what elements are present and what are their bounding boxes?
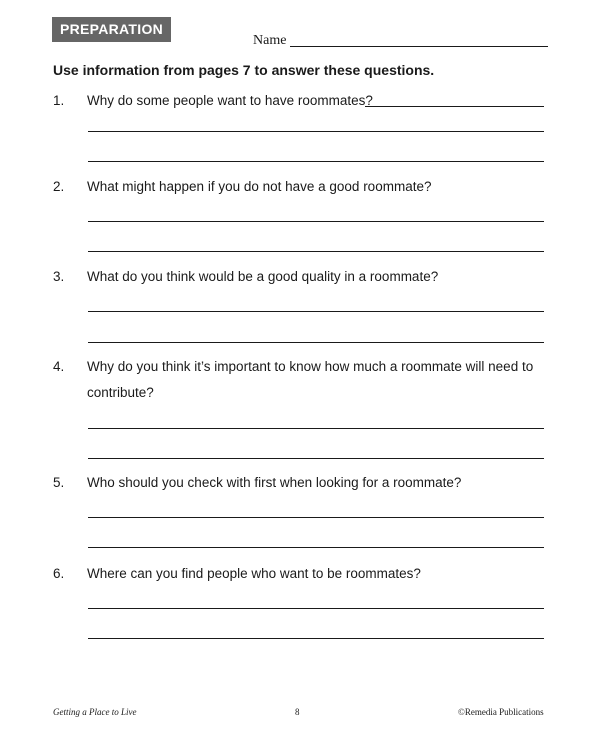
answer-line[interactable] (88, 428, 544, 429)
answer-line[interactable] (88, 638, 544, 639)
answer-line[interactable] (88, 517, 544, 518)
answer-line[interactable] (88, 458, 544, 459)
question-number: 2. (53, 179, 65, 194)
question-number: 5. (53, 475, 65, 490)
question-number: 3. (53, 269, 65, 284)
answer-line[interactable] (88, 342, 544, 343)
question-number: 1. (53, 93, 65, 108)
question-number: 4. (53, 359, 65, 374)
section-badge: PREPARATION (52, 17, 171, 42)
answer-line[interactable] (88, 161, 544, 162)
question-5-text: Who should you check with first when looking for a roommate? (87, 475, 462, 490)
question-3-text: What do you think would be a good quality in a roommate? (87, 269, 439, 284)
question-6-text: Where can you find people who want to be roommates? (87, 566, 421, 581)
question-2-text: What might happen if you do not have a good roommate? (87, 179, 432, 194)
footer-publisher: ©Remedia Publications (458, 707, 544, 717)
answer-line[interactable] (88, 131, 544, 132)
name-answer-line[interactable] (290, 46, 548, 47)
answer-line[interactable] (88, 547, 544, 548)
answer-line[interactable] (88, 311, 544, 312)
answer-line[interactable] (88, 251, 544, 252)
question-number: 6. (53, 566, 65, 581)
answer-line[interactable] (88, 608, 544, 609)
question-1-text: Why do some people want to have roommates? (87, 93, 373, 108)
footer-page-number: 8 (295, 707, 300, 717)
answer-line[interactable] (365, 106, 544, 107)
question-4-text-continued: contribute? (87, 385, 154, 400)
instructions: Use information from pages 7 to answer these questions. (53, 62, 435, 78)
name-field[interactable] (253, 33, 548, 49)
name-label: Name (253, 33, 287, 48)
footer-book-title: Getting a Place to Live (53, 707, 137, 717)
question-4-text: Why do you think it’s important to know how much a roommate will need to (87, 359, 534, 374)
answer-line[interactable] (88, 221, 544, 222)
